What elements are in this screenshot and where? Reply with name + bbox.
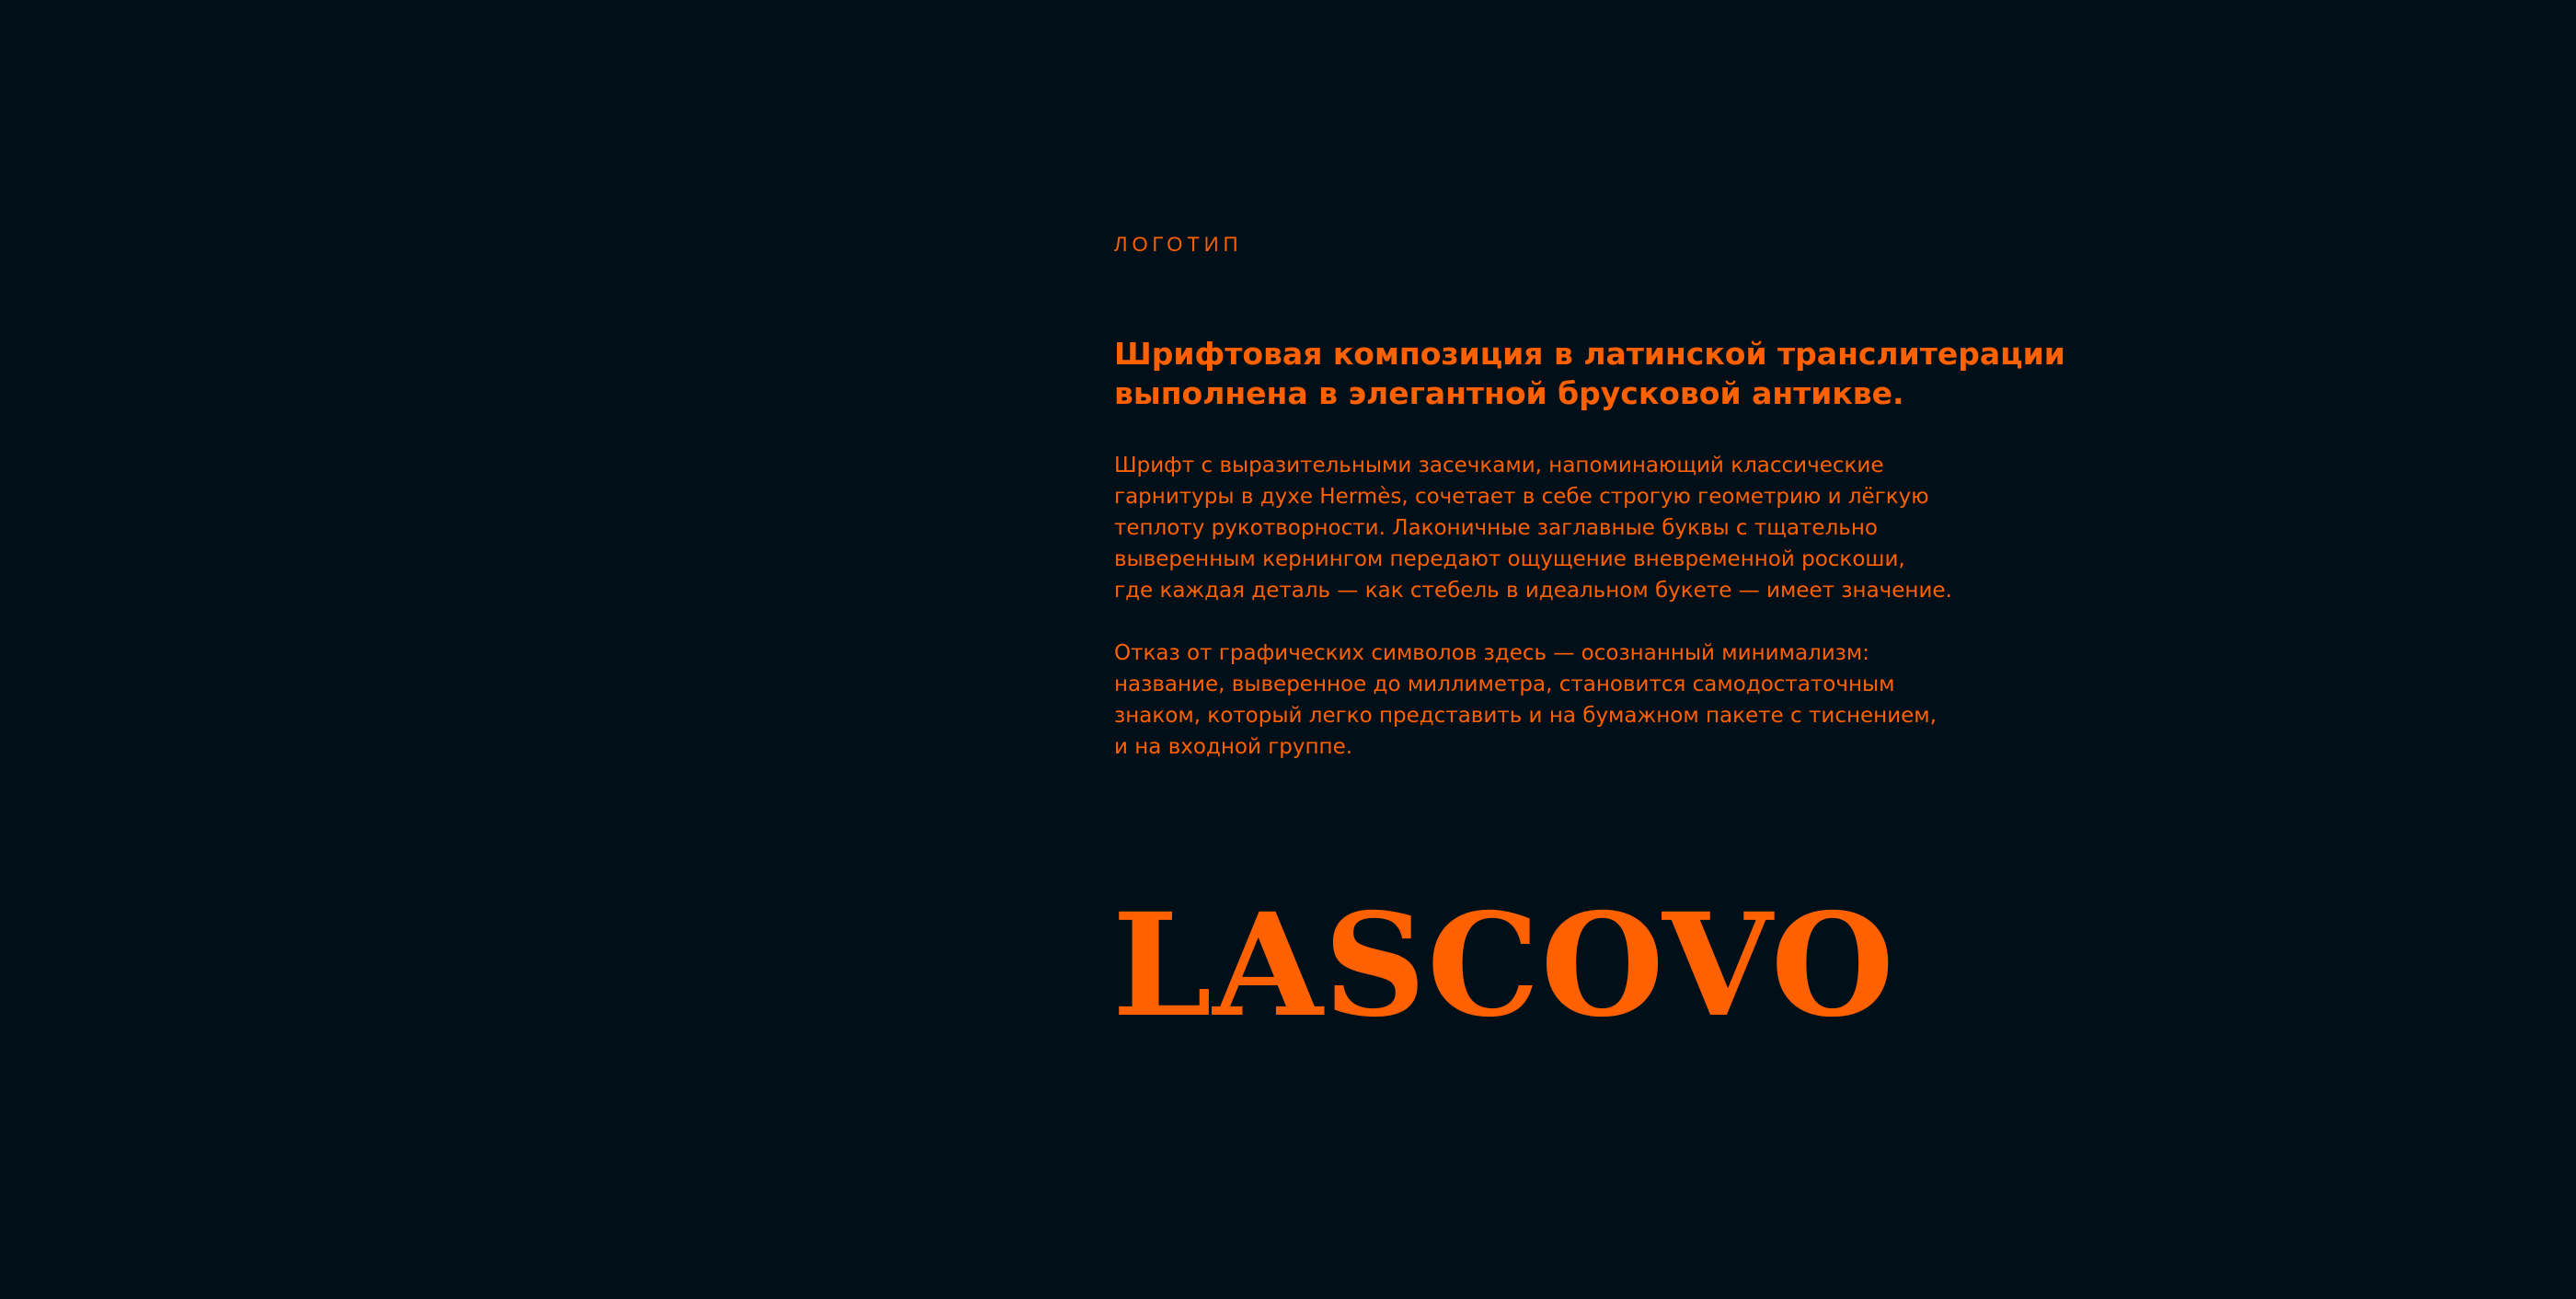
paragraph-line: и на входной группе. (1114, 735, 1353, 759)
section-label: ЛОГОТИП (1114, 233, 1243, 256)
paragraph-line: гарнитуры в духе Hermès, сочетает в себе строгую геометрию и лёгкую (1114, 485, 1929, 509)
brand-logo-wordmark: LASCOVO (1112, 882, 1895, 1049)
paragraph-line: где каждая деталь — как стебель в идеальном букете — имеет значение. (1114, 579, 1952, 603)
heading-line: Шрифтовая композиция в латинской транслитерации (1114, 336, 2065, 372)
paragraph-line: знаком, который легко представить и на бумажном пакете с тиснением, (1114, 704, 1937, 728)
paragraph-line: Отказ от графических символов здесь — осознанный минимализм: (1114, 641, 1870, 665)
paragraph-line: Шрифт с выразительными засечками, напоминающий классические (1114, 454, 1884, 477)
paragraph-line: выверенным кернингом передают ощущение вневременной роскоши, (1114, 547, 1905, 571)
heading-line: выполнена в элегантной брусковой антикве. (1114, 375, 1904, 411)
logo-section (1114, 230, 2218, 759)
section-heading (1114, 334, 2218, 413)
paragraph-line: название, выверенное до миллиметра, становится самодостаточным (1114, 672, 1895, 696)
paragraph-line: теплоту рукотворности. Лаконичные заглавные буквы с тщательно (1114, 516, 1878, 540)
description-paragraph-1 (1114, 450, 2218, 606)
description-paragraph-2 (1114, 638, 2218, 763)
